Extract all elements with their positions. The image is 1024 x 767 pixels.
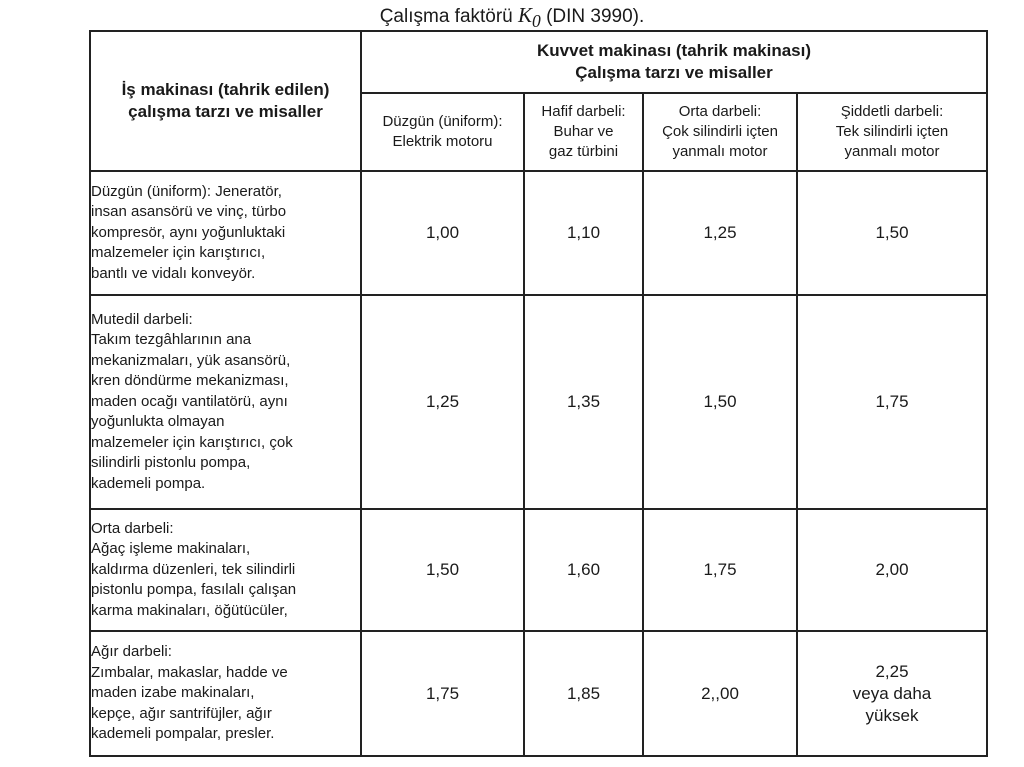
factor-cell: 1,35 xyxy=(524,295,643,509)
operating-factor-table xyxy=(89,30,988,757)
row-label: Mutedil darbeli: Takım tezgâhlarının ana mekanizmaları, yük asansörü, kren döndürme mekanizması, maden ocağı vantilatörü, aynı yoğunlukta olmayan malzemeler için karıştırıcı, çok silindirli pistonlu pompa, kademeli pompa. xyxy=(90,295,361,509)
factor-cell: 2,,00 xyxy=(643,631,797,756)
factor-cell: 1,25 xyxy=(643,171,797,295)
table-row xyxy=(90,631,987,756)
factor-cell: 1,50 xyxy=(797,171,987,295)
factor-cell: 1,75 xyxy=(361,631,524,756)
factor-cell: 1,50 xyxy=(361,509,524,631)
column-header-uniform: Düzgün (üniform): Elektrik motoru xyxy=(361,93,524,171)
factor-cell: 1,75 xyxy=(797,295,987,509)
caption-suffix: (DIN 3990). xyxy=(540,6,645,27)
factor-cell: 1,60 xyxy=(524,509,643,631)
factor-cell: 2,00 xyxy=(797,509,987,631)
table-row xyxy=(90,509,987,631)
column-header-light-shock: Hafif darbeli: Buhar ve gaz türbini xyxy=(524,93,643,171)
factor-cell: 1,85 xyxy=(524,631,643,756)
factor-cell: 1,50 xyxy=(643,295,797,509)
row-label: Düzgün (üniform): Jeneratör, insan asansörü ve vinç, türbo kompresör, aynı yoğunluktaki malzemeler için karıştırıcı, bantlı ve vidalı konveyör. xyxy=(90,171,361,295)
factor-cell: 1,10 xyxy=(524,171,643,295)
column-header-heavy-shock: Şiddetli darbeli: Tek silindirli içten yanmalı motor xyxy=(797,93,987,171)
caption-prefix: Çalışma faktörü xyxy=(379,6,519,27)
factor-cell: 1,75 xyxy=(643,509,797,631)
row-label: Ağır darbeli: Zımbalar, makaslar, hadde ve maden izabe makinaları, kepçe, ağır santrifüjler, ağır kademeli pompalar, presler. xyxy=(90,631,361,756)
caption-symbol: $K_0$ xyxy=(518,3,541,32)
factor-cell: 2,25 veya daha yüksek xyxy=(797,631,987,756)
factor-cell: 1,00 xyxy=(361,171,524,295)
driven-machine-header: İş makinası (tahrik edilen) çalışma tarzı ve misaller xyxy=(90,31,361,171)
column-header-medium-shock: Orta darbeli: Çok silindirli içten yanmalı motor xyxy=(643,93,797,171)
row-label: Orta darbeli: Ağaç işleme makinaları, kaldırma düzenleri, tek silindirli pistonlu pompa, fasılalı çalışan karma makinaları, öğütücüler, xyxy=(90,509,361,631)
factor-cell: 1,25 xyxy=(361,295,524,509)
table-row xyxy=(90,171,987,295)
driving-machine-header: Kuvvet makinası (tahrik makinası) Çalışma tarzı ve misaller xyxy=(361,31,987,93)
table-row xyxy=(90,295,987,509)
table-caption xyxy=(0,0,1024,30)
